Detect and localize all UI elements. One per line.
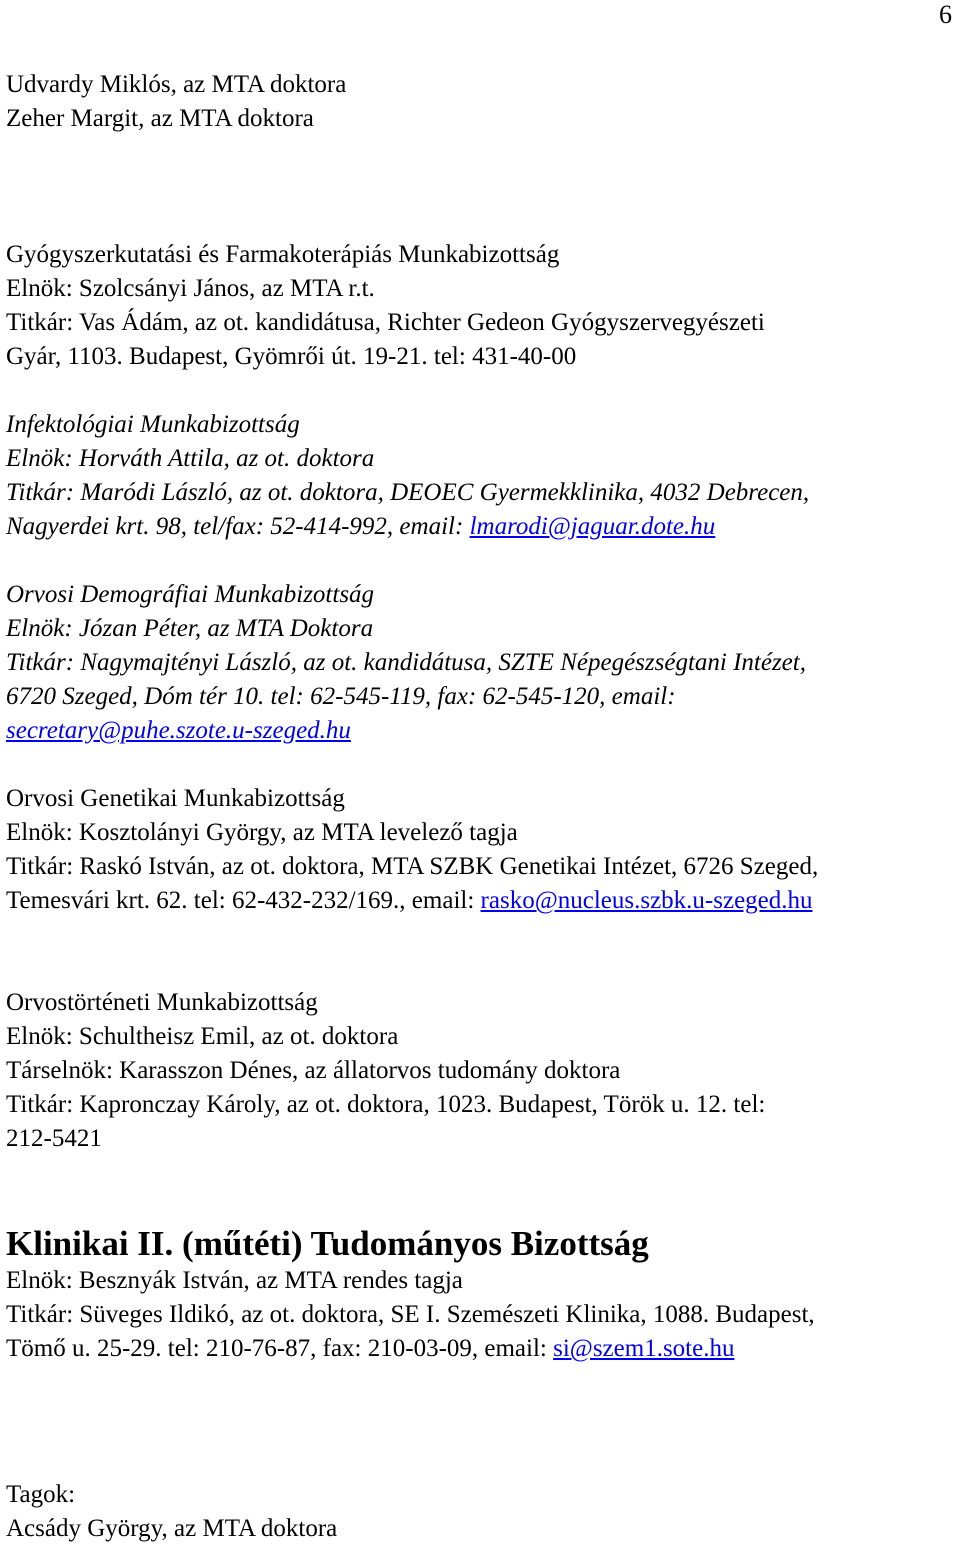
section-infektologiai <box>6 408 956 544</box>
email-link[interactable]: secretary@puhe.szote.u-szeged.hu <box>6 717 351 744</box>
section-title: Infektológiai Munkabizottság <box>6 411 300 438</box>
section-title: Orvosi Demográfiai Munkabizottság <box>6 581 375 608</box>
section-klinikai <box>6 1224 956 1366</box>
member-line: Acsády György, az MTA doktora <box>6 1515 338 1542</box>
secretary-contact-text: Tömő u. 25-29. tel: 210-76-87, fax: 210-03-09, email: <box>6 1335 554 1362</box>
secretary-contact-text: Temesvári krt. 62. tel: 62-432-232/169., email: <box>6 887 481 914</box>
section-demografiai <box>6 578 956 748</box>
chair-line: Elnök: Józan Péter, az MTA Doktora <box>6 615 374 642</box>
secretary-line-cont: 212-5421 <box>6 1125 102 1152</box>
secretary-line: Titkár: Maródi László, az ot. doktora, DEOEC Gyermekklinika, 4032 Debrecen, <box>6 479 810 506</box>
secretary-line: Titkár: Kapronczay Károly, az ot. doktora, 1023. Budapest, Török u. 12. tel: <box>6 1091 766 1118</box>
secretary-line-cont: Gyár, 1103. Budapest, Gyömrői út. 19-21. tel: 431-40-00 <box>6 343 577 370</box>
email-link[interactable]: rasko@nucleus.szbk.u-szeged.hu <box>480 887 813 914</box>
secretary-contact-text: Nagyerdei krt. 98, tel/fax: 52-414-992, email: <box>6 513 470 540</box>
members-label: Tagok: <box>6 1481 76 1508</box>
secretary-line-cont <box>6 510 956 544</box>
chair-line: Elnök: Besznyák István, az MTA rendes tagja <box>6 1267 463 1294</box>
chair-line: Elnök: Schultheisz Emil, az ot. doktora <box>6 1023 399 1050</box>
page-number: 6 <box>939 0 952 29</box>
section-title: Gyógyszerkutatási és Farmakoterápiás Munkabizottság <box>6 241 560 268</box>
section-gyogyszerkutatasi <box>6 238 956 374</box>
section-title: Orvosi Genetikai Munkabizottság <box>6 785 345 812</box>
section-tagok <box>6 1478 956 1546</box>
document-body <box>6 68 956 1546</box>
member-line: Zeher Margit, az MTA doktora <box>6 105 314 132</box>
section-genetikai <box>6 782 956 918</box>
chair-line: Elnök: Horváth Attila, az ot. doktora <box>6 445 375 472</box>
secretary-line: Titkár: Raskó István, az ot. doktora, MTA SZBK Genetikai Intézet, 6726 Szeged, <box>6 853 819 880</box>
members-top-list <box>6 68 956 136</box>
co-chair-line: Társelnök: Karasszon Dénes, az állatorvos tudomány doktora <box>6 1057 621 1084</box>
email-link[interactable]: si@szem1.sote.hu <box>553 1335 735 1362</box>
email-link[interactable]: lmarodi@jaguar.dote.hu <box>469 513 716 540</box>
secretary-email-line <box>6 714 956 748</box>
chair-line: Elnök: Szolcsányi János, az MTA r.t. <box>6 275 375 302</box>
chair-line: Elnök: Kosztolányi György, az MTA levelező tagja <box>6 819 518 846</box>
secretary-line: Titkár: Nagymajtényi László, az ot. kandidátusa, SZTE Népegészségtani Intézet, <box>6 649 806 676</box>
secretary-line-cont: 6720 Szeged, Dóm tér 10. tel: 62-545-119, fax: 62-545-120, email: <box>6 683 676 710</box>
member-line: Udvardy Miklós, az MTA doktora <box>6 71 347 98</box>
section-orvostorteneti <box>6 986 956 1156</box>
section-title: Orvostörténeti Munkabizottság <box>6 989 318 1016</box>
secretary-line-cont <box>6 884 956 918</box>
committee-heading: Klinikai II. (műtéti) Tudományos Bizottság <box>6 1224 649 1263</box>
secretary-line: Titkár: Süveges Ildikó, az ot. doktora, SE I. Szemészeti Klinika, 1088. Budapest, <box>6 1301 815 1328</box>
secretary-line-cont <box>6 1332 956 1366</box>
secretary-line: Titkár: Vas Ádám, az ot. kandidátusa, Richter Gedeon Gyógyszervegyészeti <box>6 309 765 336</box>
